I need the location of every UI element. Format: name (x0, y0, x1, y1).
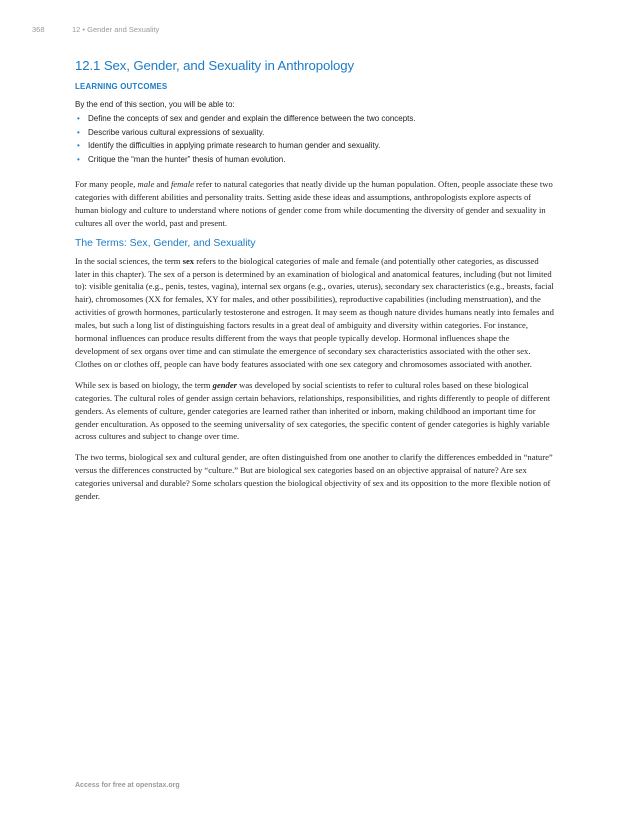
learning-outcomes-heading: LEARNING OUTCOMES (75, 82, 168, 91)
chapter-label: 12 • Gender and Sexuality (72, 25, 160, 34)
gender-paragraph (75, 379, 555, 444)
bullet-icon: • (77, 127, 80, 137)
terms-paragraph: The two terms, biological sex and cultural gender, are often distinguished from one another to clarify the differences embedded in “nature” versus the differences constructed by “culture.” But are biological sex categories based on an objective appraisal of nature? Are sex categories universal and durable? Some scholars question the biological objectivity of sex and its opposition to the more flexible notion of gender. (75, 452, 553, 502)
list-item-text: Define the concepts of sex and gender and explain the difference between the two concepts. (88, 114, 416, 123)
intro-text-2: and (154, 179, 171, 189)
list-item (75, 139, 555, 153)
subsection-title: The Terms: Sex, Gender, and Sexuality (75, 237, 256, 249)
intro-text-1: For many people, (75, 179, 138, 189)
bullet-icon: • (77, 114, 80, 123)
sex-paragraph (75, 255, 555, 371)
page-number: 368 (32, 25, 45, 34)
section-title: 12.1 Sex, Gender, and Sexuality in Anthropology (75, 58, 355, 73)
term-sex: sex (182, 255, 195, 266)
gender-text-after: was developed by social scientists to refer to cultural roles based on these biological categories. The cultural roles of gender assign certain behaviors, relationships, responsibilities, and rights differently to people of different genders. As elements of culture, gender categories are learned rather than inherited or inborn, making childhood an important time for gender enculturation. As opposed to the seeming universality of sex categories, the specific content of gender categories is highly variable across cultures and subject to change over time. (75, 379, 551, 442)
list-item (75, 153, 555, 167)
sex-text-before: In the social sciences, the term (75, 255, 183, 266)
learning-outcomes-intro: By the end of this section, you will be able to: (75, 100, 235, 109)
list-item-text: Critique the “man the hunter” thesis of human evolution. (88, 154, 286, 164)
bullet-icon: • (77, 141, 80, 150)
gender-text-before: While sex is based on biology, the term (75, 379, 213, 390)
term-female: female (170, 179, 194, 189)
intro-text-3: refer to natural categories that neatly divide up the human population. Often, people associate these two categories with different abilities and personality traits. Setting aside these ideas and assumptions, anthropologists explore aspects of human biology and culture to understand where notions of gender come from while documenting the diversity of gender and sexuality in cultures all over the world, past and present. (75, 179, 553, 228)
term-male: male (137, 179, 155, 189)
running-header (32, 25, 598, 34)
bullet-icon: • (77, 154, 80, 164)
list-item (75, 126, 555, 140)
list-item-text: Describe various cultural expressions of sexuality. (88, 127, 265, 137)
learning-outcomes-list (75, 112, 555, 166)
intro-paragraph (75, 178, 555, 230)
term-gender: gender (212, 379, 237, 390)
page-footer: Access for free at openstax.org (75, 782, 180, 789)
list-item (75, 112, 555, 126)
sex-text-after: refers to the biological categories of male and female (and potentially other categories, as discussed later in this chapter). The sex of a person is determined by an examination of biological and anatomical features, including (but not limited to): visible genitalia (e.g., penis, testes, vagina), internal sex organs (e.g., ovaries, uterus), secondary sex characteristics (e.g., breasts, facial hair), chromosomes (XX for females, XY for males, and other possibilities), reproductive capabilities (including menstruation), and the activities of growth hormones, particularly testosterone and estrogen. It may seem as though nature divides humans neatly into females and males, but such a long list of distinguishing factors results in a great deal of ambiguity and diversity within categories. For instance, hormonal influences can produce results different from the ways that people typically develop. Hormonal influences shape the development of sex organs over time and can stimulate the emergence of secondary sex characteristics associated with the other sex. Clothes on or clothes off, people can have body features associated with one sex category and chromosomes associated with another. (75, 255, 554, 369)
main-content (75, 58, 555, 503)
list-item-text: Identify the difficulties in applying primate research to human gender and sexuality. (88, 141, 381, 150)
